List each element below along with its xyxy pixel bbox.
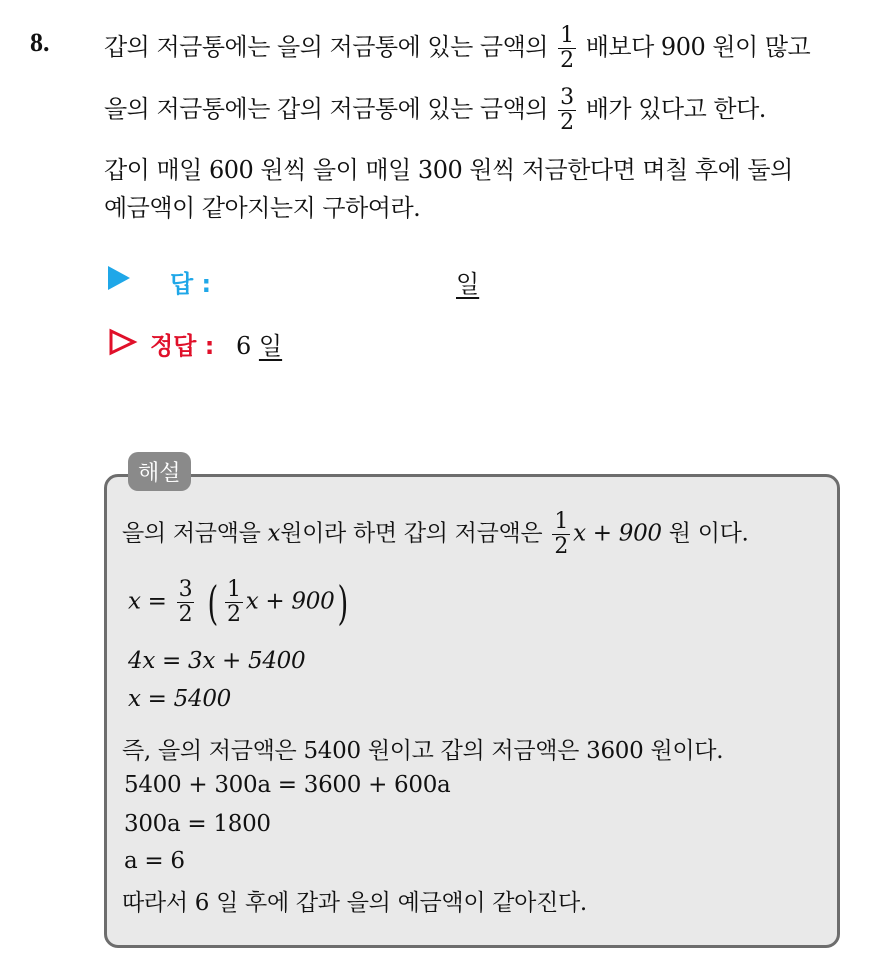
- question-line-1-tail: 배보다 900 원이 많고: [585, 33, 811, 61]
- fraction-three-halves: [558, 86, 576, 135]
- fraction-numerator: 3: [178, 577, 193, 602]
- fraction-one-half: [552, 510, 570, 559]
- fraction-denominator: 2: [560, 48, 574, 73]
- answer-unit: 일: [456, 270, 480, 298]
- fraction-denominator: 2: [554, 534, 569, 559]
- explanation-line-1: [122, 510, 749, 559]
- question-line-4: 예금액이 같아지는지 구하여라.: [104, 194, 421, 222]
- exp-l1-expr: x + 900: [573, 520, 662, 547]
- exp-l2-inner-expr: x + 900: [245, 588, 335, 615]
- fraction-numerator: 3: [560, 85, 574, 110]
- close-paren: ): [337, 575, 349, 630]
- question-number: 8.: [30, 28, 50, 57]
- correct-outline-triangle-icon: [108, 328, 138, 356]
- fraction-numerator: 1: [560, 23, 574, 48]
- correct-value: 6: [236, 332, 252, 360]
- fraction-three-halves: [177, 578, 195, 627]
- explanation-line-7: 300a = 1800: [124, 811, 271, 837]
- fraction-denominator: 2: [178, 602, 193, 627]
- question-line-1-text: 갑의 저금통에는 을의 저금통에 있는 금액의: [104, 33, 548, 61]
- exp-l1-mid: 원이라 하면 갑의 저금액은: [280, 520, 543, 547]
- explanation-line-5: 즉, 을의 저금액은 5400 원이고 갑의 저금액은 3600 원이다.: [122, 738, 724, 764]
- open-paren: (: [207, 575, 219, 630]
- correct-answer: [236, 326, 282, 361]
- correct-unit: 일: [258, 332, 283, 360]
- answer-label: 답 :: [170, 270, 212, 298]
- fraction-numerator: 1: [554, 509, 569, 534]
- fraction-denominator: 2: [227, 602, 241, 627]
- answer-play-icon: [108, 266, 130, 290]
- explanation-line-8: a = 6: [124, 848, 185, 874]
- question-line-2-text: 을의 저금통에는 갑의 저금통에 있는 금액의: [104, 95, 548, 123]
- question-line-1: [104, 24, 810, 73]
- correct-label: 정답 :: [150, 332, 215, 360]
- exp-l1-pre: 을의 저금액을: [122, 520, 261, 547]
- question-line-3: 갑이 매일 600 원씩 을이 매일 300 원씩 저금한다면 며칠 후에 둘의: [104, 156, 793, 184]
- question-line-2: [104, 86, 766, 135]
- exp-l1-post: 원 이다.: [668, 520, 749, 547]
- explanation-line-2: [128, 575, 352, 630]
- explanation-line-6: 5400 + 300a = 3600 + 600a: [124, 772, 451, 798]
- explanation-line-4: x = 5400: [128, 686, 231, 712]
- explanation-line-3: 4x = 3x + 5400: [128, 648, 306, 674]
- explanation-line-9: 따라서 6 일 후에 갑과 을의 예금액이 같아진다.: [122, 890, 587, 916]
- question-line-2-tail: 배가 있다고 한다.: [585, 95, 766, 123]
- exp-l1-var: x: [267, 520, 281, 547]
- exp-l2-lhs: x =: [128, 588, 167, 615]
- fraction-denominator: 2: [560, 110, 574, 135]
- explanation-tag: 해설: [128, 452, 191, 491]
- fraction-one-half: [225, 578, 243, 627]
- fraction-numerator: 1: [227, 577, 241, 602]
- fraction-one-half: [558, 24, 576, 73]
